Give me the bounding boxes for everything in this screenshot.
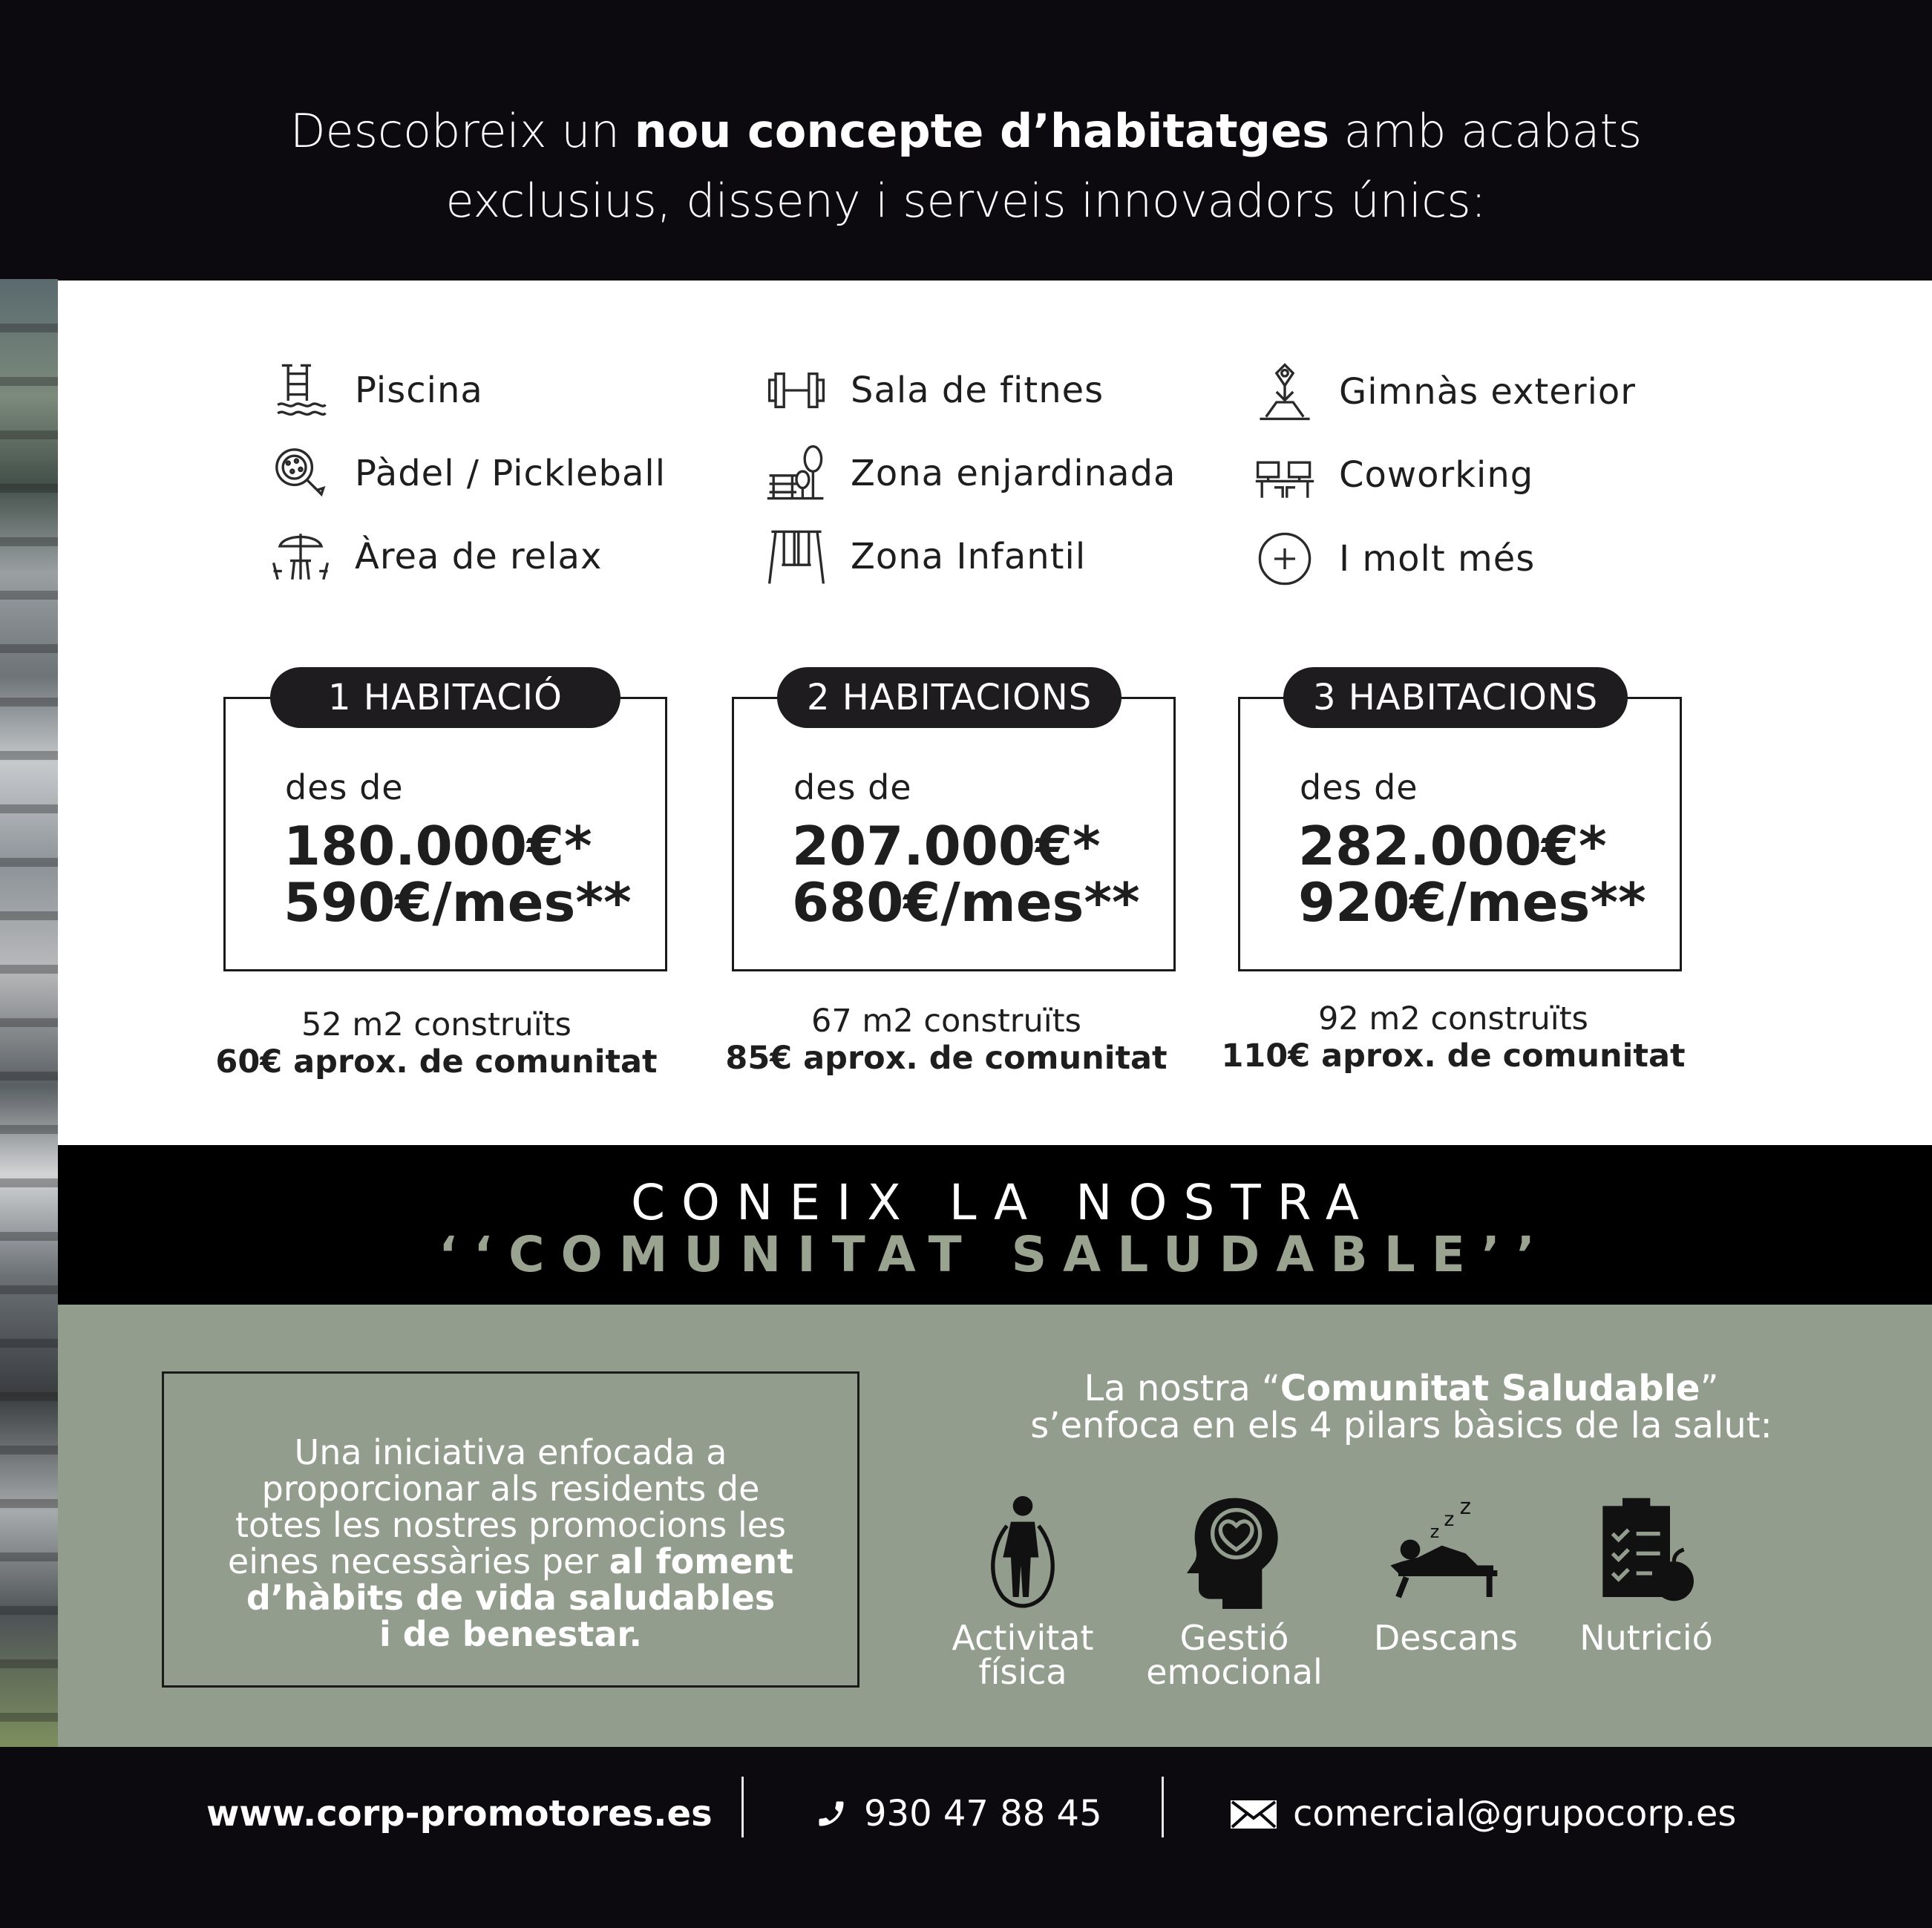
price-card-title: 2 HABITACIONS [777, 667, 1121, 728]
amenity-area-relax [267, 523, 602, 590]
pillars-intro-line-1 [949, 1370, 1854, 1407]
amenity-label: Àrea de relax [355, 536, 603, 577]
footer-divider [741, 1777, 744, 1837]
dumbbell-icon [763, 357, 830, 424]
amenity-label: Zona enjardinada [851, 453, 1176, 494]
phone-number: 930 47 88 45 [864, 1793, 1102, 1834]
swing-icon [763, 523, 830, 590]
built-area: 92 m2 construïts [1318, 1000, 1588, 1037]
price-card-1-habitacio [223, 677, 667, 971]
price-from-label: des de [285, 767, 404, 807]
amenity-fitnes [763, 357, 1104, 424]
amenity-label: Zona Infantil [851, 536, 1087, 577]
building-photo-strip [0, 279, 58, 1747]
pillar-label [1138, 1618, 1331, 1692]
amenities-panel [58, 281, 1932, 1145]
garden-bench-icon [763, 440, 830, 507]
jump-rope-icon [963, 1490, 1082, 1609]
initiative-line: Una iniciativa enfocada a [294, 1432, 727, 1472]
pillar-label [1349, 1618, 1542, 1658]
monthly-price: 680€/mes** [792, 871, 1140, 934]
intro-line-1 [0, 96, 1932, 166]
pillars-intro [949, 1370, 1854, 1444]
svg-text:z: z [1444, 1508, 1455, 1531]
price-from-label: des de [793, 767, 912, 807]
price-from-label: des de [1300, 767, 1418, 807]
outdoor-gym-icon [1251, 358, 1318, 425]
community-fees: 60€ aprox. de comunitat [215, 1043, 658, 1081]
email-address: comercial@grupocorp.es [1293, 1793, 1737, 1834]
monthly-price: 920€/mes** [1298, 871, 1646, 934]
svg-text:z: z [1459, 1494, 1472, 1519]
pillars-intro-start: La nostra “ [1084, 1368, 1280, 1409]
pillars-intro-line-2: s’enfoca en els 4 pilars bàsics de la salut: [1030, 1405, 1772, 1446]
pillar-label-line-1: Activitat [952, 1618, 1094, 1658]
community-heading-line-1: CONEIX LA NOSTRA [630, 1174, 1376, 1231]
amenity-label: I molt més [1339, 538, 1536, 580]
initiative-line: proporcionar als residents de [261, 1469, 760, 1509]
amenity-label: Coworking [1339, 454, 1534, 496]
initiative-text [164, 1434, 857, 1653]
price-card-title: 1 HABITACIÓ [270, 667, 620, 728]
pillar-nutricio [1550, 1490, 1743, 1658]
sale-price: 180.000€* [284, 815, 592, 877]
pool-ladder-icon [267, 357, 334, 424]
pillar-label [926, 1618, 1119, 1692]
initiative-line: totes les nostres promocions les [235, 1505, 787, 1545]
apartment-3-info [1216, 1000, 1691, 1075]
price-values [284, 815, 632, 934]
price-card-2-habitacions [732, 677, 1176, 971]
svg-text:z: z [1430, 1521, 1440, 1542]
intro-line-1-end: amb acabats [1329, 104, 1643, 158]
pillar-label-line-1: Descans [1373, 1618, 1519, 1658]
sale-price: 207.000€* [792, 815, 1101, 877]
amenity-zona-infantil [763, 523, 1086, 590]
initiative-bold: al foment [609, 1541, 794, 1581]
footer [0, 1747, 1932, 1928]
header [0, 0, 1932, 281]
built-area: 67 m2 construïts [811, 1003, 1081, 1040]
brain-heart-icon [1175, 1490, 1294, 1609]
intro-text [0, 96, 1932, 236]
price-card-3-habitacions [1238, 677, 1682, 971]
pillars-intro-bold: Comunitat Saludable [1280, 1368, 1700, 1409]
plus-circle-icon [1251, 525, 1318, 592]
initiative-bold-line: i de benestar. [379, 1614, 642, 1654]
nutrition-checklist-icon [1587, 1490, 1706, 1609]
initiative-line: eines necessàries per [227, 1541, 609, 1581]
phone-link[interactable] [815, 1784, 1102, 1843]
initiative-bold-line: d’hàbits de vida saludables [246, 1578, 776, 1618]
apartment-1-info [199, 1006, 674, 1081]
pillar-label-line-1: Gestió [1179, 1618, 1289, 1658]
amenity-label: Piscina [355, 370, 483, 411]
website-link[interactable]: www.corp-promotores.es [206, 1793, 713, 1834]
price-card-title: 3 HABITACIONS [1283, 667, 1628, 728]
resting-person-icon [1386, 1490, 1505, 1609]
community-heading-band [58, 1145, 1932, 1305]
built-area: 52 m2 construïts [301, 1006, 572, 1043]
amenity-gimnas-exterior [1251, 358, 1636, 425]
monthly-price: 590€/mes** [284, 871, 632, 934]
amenity-zona-enjardinada [763, 440, 1176, 507]
amenity-coworking [1251, 442, 1533, 508]
price-values [1298, 815, 1646, 934]
pillar-label-line-2: emocional [1146, 1652, 1323, 1692]
pillar-label-line-1: Nutrició [1579, 1618, 1713, 1658]
community-fees: 110€ aprox. de comunitat [1221, 1037, 1686, 1075]
pillar-label-line-2: física [978, 1652, 1067, 1692]
amenity-label: Gimnàs exterior [1339, 371, 1637, 413]
pillar-gestio-emocional [1138, 1490, 1331, 1692]
email-link[interactable] [1231, 1784, 1736, 1843]
amenity-i-molt-mes [1251, 525, 1535, 592]
pillar-activitat-fisica [926, 1490, 1119, 1692]
parasol-table-icon [267, 523, 334, 590]
footer-divider [1162, 1777, 1164, 1837]
community-heading-line-2: ‘‘COMUNITAT SALUDABLE’’ [439, 1226, 1551, 1283]
sale-price: 282.000€* [1298, 815, 1607, 877]
healthy-community-section [58, 1305, 1932, 1747]
amenity-label: Sala de fitnes [851, 370, 1104, 411]
community-fees: 85€ aprox. de comunitat [725, 1040, 1168, 1077]
intro-line-1-bold: nou concepte d’habitatges [634, 104, 1329, 158]
intro-line-1-start: Descobreix un [289, 104, 635, 158]
phone-icon [815, 1797, 848, 1830]
envelope-icon [1231, 1797, 1277, 1830]
amenity-piscina [267, 357, 483, 424]
amenity-padel [267, 440, 666, 507]
amenity-label: Pàdel / Pickleball [355, 453, 667, 494]
apartment-2-info [709, 1003, 1184, 1077]
initiative-box [162, 1371, 859, 1688]
paddle-racket-icon [267, 440, 334, 507]
pillars-intro-end: ” [1700, 1368, 1719, 1409]
intro-line-2: exclusius, disseny i serveis innovadors únics: [445, 174, 1487, 228]
price-values [792, 815, 1140, 934]
pillar-label [1550, 1618, 1743, 1658]
pillar-descans [1349, 1490, 1542, 1658]
coworking-desk-icon [1251, 442, 1318, 508]
